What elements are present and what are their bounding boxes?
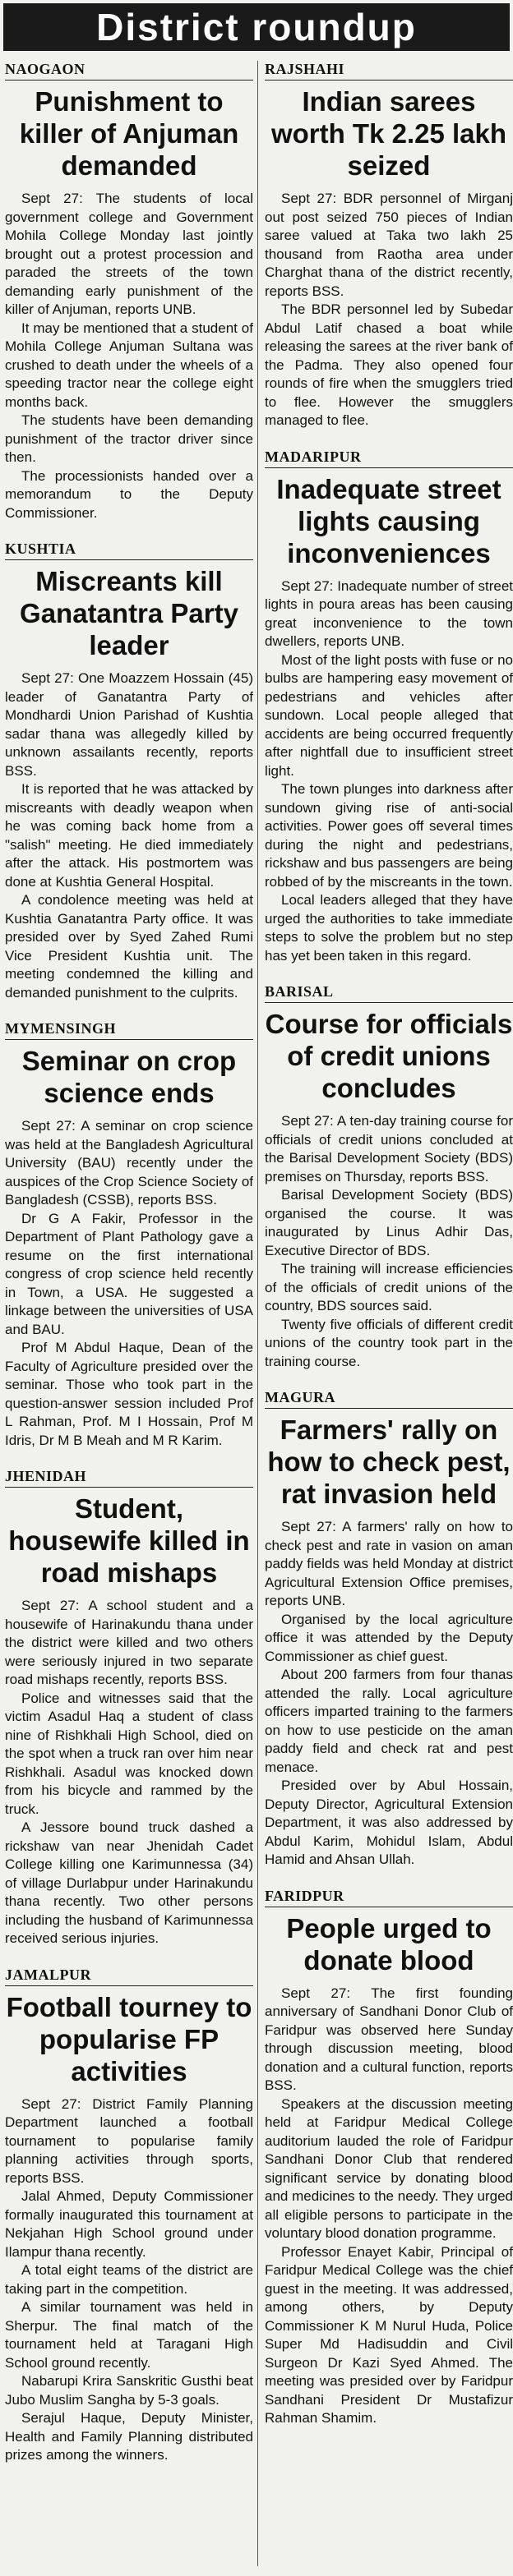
story-paragraph: Sept 27: District Family Planning Department launched a football tournament to popularise family planning activities through sports, reports BSS. bbox=[5, 2095, 253, 2186]
story-paragraph: Presided over by Abul Hossain, Deputy Director, Agricultural Extension Department, it was also addressed by Abdul Karim, Mohidul Islam, Abdul Hamid and Ahsan Ullah. bbox=[265, 1778, 513, 1867]
story-paragraph: Sept 27: A school student and a housewife of Harinakundu thana under the district were killed and two others were seriously injured in two separate road mishaps recently, reports BSS. bbox=[5, 1598, 253, 1687]
dateline-place: KUSHTIA bbox=[5, 540, 253, 560]
news-story bbox=[265, 61, 513, 430]
story-paragraph: The students have been demanding punishment of the tractor driver since then. bbox=[5, 412, 253, 465]
dateline-place: MADARIPUR bbox=[265, 448, 513, 468]
story-paragraph: The training will increase efficiencies of the officials of credit unions of the country, BDS sources said. bbox=[265, 1261, 513, 1313]
left-column bbox=[5, 61, 253, 2465]
right-column bbox=[265, 61, 513, 2428]
story-paragraph: Sept 27: Inadequate number of street lights in poura areas has been causing great inconvenience to the town dwellers, reports UNB. bbox=[265, 577, 513, 649]
dateline-place: MYMENSINGH bbox=[5, 1020, 253, 1040]
story-headline: Football tourney to popularise FP activities bbox=[6, 1991, 252, 2086]
dateline-place: BARISAL bbox=[265, 983, 513, 1003]
story-headline: Course for officials of credit unions concludes bbox=[265, 1009, 513, 1103]
dateline-place: NAOGAON bbox=[5, 61, 253, 80]
story-paragraph: Local leaders alleged that they have urged the authorities to take immediate steps to solve the problem but no step has yet been taken in this regard. bbox=[265, 892, 513, 964]
story-paragraph: Organised by the local agriculture office it was attended by the Deputy Commissioner as chief guest. bbox=[265, 1611, 513, 1664]
story-paragraph: A total eight teams of the district are taking part in the competition. bbox=[5, 2262, 253, 2297]
story-paragraph: It is reported that he was attacked by miscreants with deadly weapon when he was coming back home from a "salish" meeting. He died immediately after the attack. His postmortem was done at Kushtia General Hospital. bbox=[5, 781, 253, 890]
story-paragraph: Sept 27: The first founding anniversary of Sandhani Donor Club of Faridpur was observed here Sunday through discussion meeting, blood donation and a cultural function, reports BSS. bbox=[265, 1985, 513, 2093]
news-story bbox=[265, 1389, 513, 1870]
news-story bbox=[5, 1966, 253, 2465]
story-paragraph: Sept 27: A ten-day training course for officials of credit unions concluded at the Barisal Development Society (BDS) premises on Thursday, reports BSS. bbox=[265, 1113, 513, 1184]
story-headline: Farmers' rally on how to check pest, rat invasion held bbox=[267, 1414, 511, 1509]
story-paragraph: A Jessore bound truck dashed a rickshaw van near Jhenidah Cadet College killing one Karimunnessa (34) of village Durlabpur under Harinakundu thana recently. Two other persons including the husband of Karimunnessa received serious injuries. bbox=[5, 1819, 253, 1946]
story-headline: Inadequate street lights causing inconveniences bbox=[276, 473, 501, 568]
story-paragraph: It may be mentioned that a student of Mohila College Anjuman Sultana was crushed to death under the wheels of a speeding tractor near the college eight months back. bbox=[5, 320, 253, 410]
story-paragraph: Police and witnesses said that the victim Asadul Haq a student of class nine of Rishkhali High School, died on the spot when a truck ran over him near Rishkhali. Asadul was knocked down from his bicycle and rammed by the truck. bbox=[5, 1690, 253, 1817]
story-paragraph: Sept 27: A farmers' rally on how to check pest and rate in vasion on aman paddy fields was held Monday at district Agricultural Extension Office premises, reports UNB. bbox=[265, 1519, 513, 1608]
story-paragraph: Jalal Ahmed, Deputy Commissioner formally inaugurated this tournament at Nekjahan High School ground under Ilampur thana recently. bbox=[5, 2188, 253, 2260]
story-paragraph: The BDR personnel led by Subedar Abdul Latif chased a boat while releasing the sarees at the river bank of the Padma. They also opened four rounds of fire when the smugglers tried to flee. However the smugglers managed to flee. bbox=[265, 301, 513, 428]
news-story bbox=[5, 540, 253, 1002]
news-story bbox=[5, 1020, 253, 1450]
news-story bbox=[5, 1468, 253, 1948]
story-paragraph: A similar tournament was held in Sherpur. The final match of the tournament held at Taragani High School ground recently. bbox=[5, 2299, 253, 2371]
dateline-place: RAJSHAHI bbox=[265, 61, 513, 80]
story-headline: People urged to donate blood bbox=[286, 1912, 492, 1976]
story-paragraph: Dr G A Fakir, Professor in the Department of Plant Pathology gave a resume on the first international congress of crop science held recently in Town, a USA. He suggested a linkage between the universities of USA and BAU. bbox=[5, 1210, 253, 1337]
news-story bbox=[265, 448, 513, 966]
column-divider bbox=[257, 61, 258, 2566]
news-story bbox=[265, 983, 513, 1371]
story-paragraph: Nabarupi Krira Sanskritic Gusthi beat Jubo Muslim Sangha by 5-3 goals. bbox=[5, 2373, 253, 2408]
story-paragraph: Prof M Abdul Haque, Dean of the Faculty of Agriculture presided over the seminar. Those who took part in the question-answer session included Prof L Rahman, Prof. M I Hossain, Prof M Idris, Dr M B Meah and M R Karim. bbox=[5, 1340, 253, 1448]
news-story bbox=[265, 1888, 513, 2428]
story-headline: Seminar on crop science ends bbox=[21, 1046, 237, 1108]
story-paragraph: Twenty five officials of different credit unions of the country took part in the training course. bbox=[265, 1316, 513, 1369]
story-headline: Punishment to killer of Anjuman demanded bbox=[19, 86, 239, 181]
news-story bbox=[5, 61, 253, 522]
dateline-place: FARIDPUR bbox=[265, 1888, 513, 1907]
dateline-place: MAGURA bbox=[265, 1389, 513, 1409]
story-paragraph: About 200 farmers from four thanas attended the rally. Local agriculture officers imparted training to the farmers on how to use pesticide on the aman paddy field and check rat and pest menace. bbox=[265, 1667, 513, 1775]
story-paragraph: Sept 27: One Moazzem Hossain (45) leader of Ganatantra Party of Mondhardi Union Parishad of Kushtia sadar thana was allegedly killed by unknown assailants recently, reports BSS. bbox=[5, 670, 253, 779]
story-paragraph: Serajul Haque, Deputy Minister, Health and Family Planning distributed prizes among the winners. bbox=[5, 2410, 253, 2463]
story-headline: Miscreants kill Ganatantra Party leader bbox=[20, 566, 238, 660]
story-paragraph: Sept 27: A seminar on crop science was held at the Bangladesh Agricultural University (BAU) recently under the auspices of the Crop Science Society of Bangladesh (CSSB), reports BSS. bbox=[5, 1118, 253, 1208]
story-paragraph: Speakers at the discussion meeting held at Faridpur Medical College auditorium lauded the role of Faridpur Sandhani Donor Club that rendered significant service by donating blood and medicines to the needy. They urged all eligible persons to participate in the voluntary blood donation programme. bbox=[265, 2095, 513, 2241]
story-paragraph: Sept 27: BDR personnel of Mirganj out post seized 750 pieces of Indian saree valued at Taka two lakh 25 thousand from Raotha area under Charghat thana of the district recently, reports BSS. bbox=[265, 191, 513, 299]
dateline-place: JHENIDAH bbox=[5, 1468, 253, 1488]
story-paragraph: A condolence meeting was held at Kushtia Ganatantra Party office. It was presided over by Syed Zahed Rumi Vice President Kushtia unit. The meeting condemned the killing and demanded punishment to the culprits. bbox=[5, 892, 253, 1000]
story-paragraph: The processionists handed over a memorandum to the Deputy Commissioner. bbox=[5, 467, 253, 521]
section-banner: District roundup bbox=[3, 3, 510, 51]
story-paragraph: Barisal Development Society (BDS) organised the course. It was inaugurated by Linus Adhir Das, Executive Director of BDS. bbox=[265, 1187, 513, 1258]
story-headline: Indian sarees worth Tk 2.25 lakh seized bbox=[270, 86, 507, 181]
story-paragraph: Most of the light posts with fuse or no bulbs are hampering easy movement of pedestrians and vehicles after sundown. Local people alleged that accidents are being occurred frequently after nightfall due to insufficient street light. bbox=[265, 651, 513, 779]
story-paragraph: The town plunges into darkness after sundown giving rise of anti-social activities. Power goes off several times during the night and pedestrians, rickshaw and bus passengers are being robbed of by the miscreants in the town. bbox=[265, 781, 513, 890]
story-headline: Student, housewife killed in road mishaps bbox=[8, 1493, 250, 1588]
story-paragraph: Professor Enayet Kabir, Principal of Faridpur Medical College was the chief guest in the meeting. It was addressed, among others, by Deputy Commissioner K M Nurul Huda, Police Super Md Hadisuddin and Civil Surgeon Dr Kazi Syed Ahmed. The meeting was presided over by Faridpur Sandhani President Dr Mustafizur Rahman Shamim. bbox=[265, 2243, 513, 2426]
story-paragraph: Sept 27: The students of local government college and Government Mohila College Monday last jointly brought out a protest procession and paraded the streets of the town demanding early punishment of the killer of Anjuman, reports UNB. bbox=[5, 191, 253, 317]
dateline-place: JAMALPUR bbox=[5, 1966, 253, 1986]
